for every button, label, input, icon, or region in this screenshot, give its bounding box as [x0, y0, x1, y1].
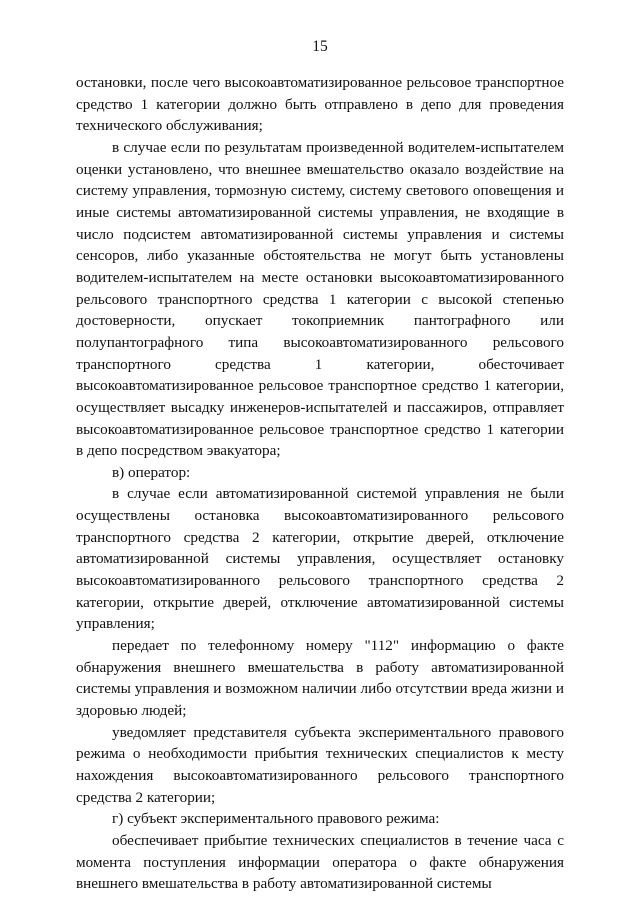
- paragraph: уведомляет представителя субъекта экспериментального правового режима о необходимости прибытия технических специалистов к месту нахождения высокоавтоматизированного рельсового транспортного средства 2 категории;: [76, 723, 564, 806]
- paragraph-continuation: остановки, после чего высокоавтоматизированное рельсовое транспортное средство 1 категории должно быть отправлено в депо для проведения технического обслуживания;: [76, 74, 564, 135]
- paragraph: в случае если по результатам произведенной водителем-испытателем оценки установлено, что внешнее вмешательство оказало воздействие на систему управления, тормозную систему, систему светового оповещения и иные системы автоматизированной системы управления, не входящие в число подсистем автоматизированной системы управления и системы сенсоров, либо указанные обстоятельства не могут быть установлены водителем-испытателем на месте остановки высокоавтоматизированного рельсового транспортного средства 1 категории с высокой степенью достоверности, опускает токоприемник пантографного или полупантографного типа высокоавтоматизированного рельсового транспортного средства 1 категории, обесточивает высокоавтоматизированное рельсовое транспортное средство 1 категории, осуществляет высадку инженеров-испытателей и пассажиров, отправляет высокоавтоматизированное рельсовое транспортное средство 1 категории в депо посредством эвакуатора;: [76, 138, 564, 460]
- paragraph: в случае если автоматизированной системой управления не были осуществлены остановка высокоавтоматизированного рельсового транспортного средства 2 категории, открытие дверей, отключение автоматизированной системы управления, осуществляет остановку высокоавтоматизированного рельсового транспортного средства 2 категории, открытие дверей, отключение автоматизированной системы управления;: [76, 485, 564, 633]
- paragraph-subheading-subject: г) субъект экспериментального правового режима:: [112, 810, 440, 828]
- paragraph: обеспечивает прибытие технических специалистов в течение часа с момента поступления информации оператора о факте обнаружения внешнего вмешательства в работу автоматизированной системы: [76, 831, 564, 893]
- paragraph: передает по телефонному номеру "112" информацию о факте обнаружения внешнего вмешательства в работу автоматизированной системы управления и возможном наличии либо отсутствии вреда жизни и здоровью людей;: [76, 637, 564, 720]
- document-body: [76, 72, 564, 895]
- page-number: 15: [312, 38, 328, 55]
- paragraph-subheading-operator: в) оператор:: [112, 463, 191, 481]
